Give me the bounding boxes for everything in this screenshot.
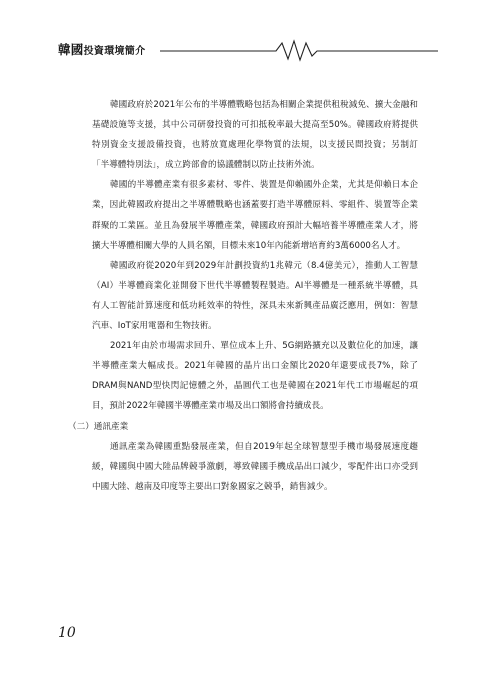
body-text: [68, 95, 418, 497]
header-wave-line-icon: [160, 38, 438, 62]
header-title: [58, 40, 145, 58]
paragraph: 韓國政府於2021年公布的半導體戰略包括為相關企業提供租稅減免、擴大金融和基礎設施等支援，其中公司研發投資的可扣抵稅率最大提高至50%。韓國政府將提供特別資金支援設備投資，也將放寬處理化學物質的法規，以支援民間投資；另制訂「半導體特別法」，成立跨部會的協議體制以防止技術外流。: [92, 100, 418, 171]
header-title-sub: 投資環境簡介: [83, 46, 146, 57]
header-title-main: 韓國: [58, 42, 84, 57]
section-heading: （二）通訊產業: [68, 421, 129, 432]
paragraph: 2021年由於市場需求回升、單位成本上升、5G網路擴充以及數位化的加速，讓半導體產業大幅成長。2021年韓國的晶片出口金額比2020年還要成長7%，除了DRAM與NAND型快閃記憶體之外，晶圓代工也是韓國在2021年代工市場崛起的項目，預計2022年韓國半導體產業市場及出口額將會持續成長。: [92, 341, 418, 412]
running-header: [58, 38, 438, 62]
paragraph: 韓國政府從2020年到2029年計劃投資約1兆韓元（8.4億美元），推動人工智慧（AI）半導體商業化並開發下世代半導體製程製造。AI半導體是一種系統半導體，具有人工智能計算速度和低功耗效率的特性，深具未來新興產品廣泛應用，例如：智慧汽車、IoT家用電器和生物技術。: [92, 260, 418, 332]
paragraph: 通訊產業為韓國重點發展產業，但自2019年起全球智慧型手機市場發展速度趨緩，韓國與中國大陸品牌競爭激劇，導致韓國手機成品出口減少，零配件出口亦受到中國大陸、越南及印度等主要出口對象國家之競爭，銷售減少。: [92, 441, 418, 492]
page-number: 10: [58, 625, 76, 641]
paragraph: 韓國的半導體產業有很多素材、零件、裝置是仰賴國外企業，尤其是仰賴日本企業，因此韓國政府提出之半導體戰略也涵蓋要打造半導體原料、零組件、裝置等企業群聚的工業區。並且為發展半導體產業，韓國政府預計大幅培養半導體產業人才，將擴大半導體相關大學的人員名額，目標未來10年內能新增培育約3萬6000名人才。: [92, 180, 418, 251]
